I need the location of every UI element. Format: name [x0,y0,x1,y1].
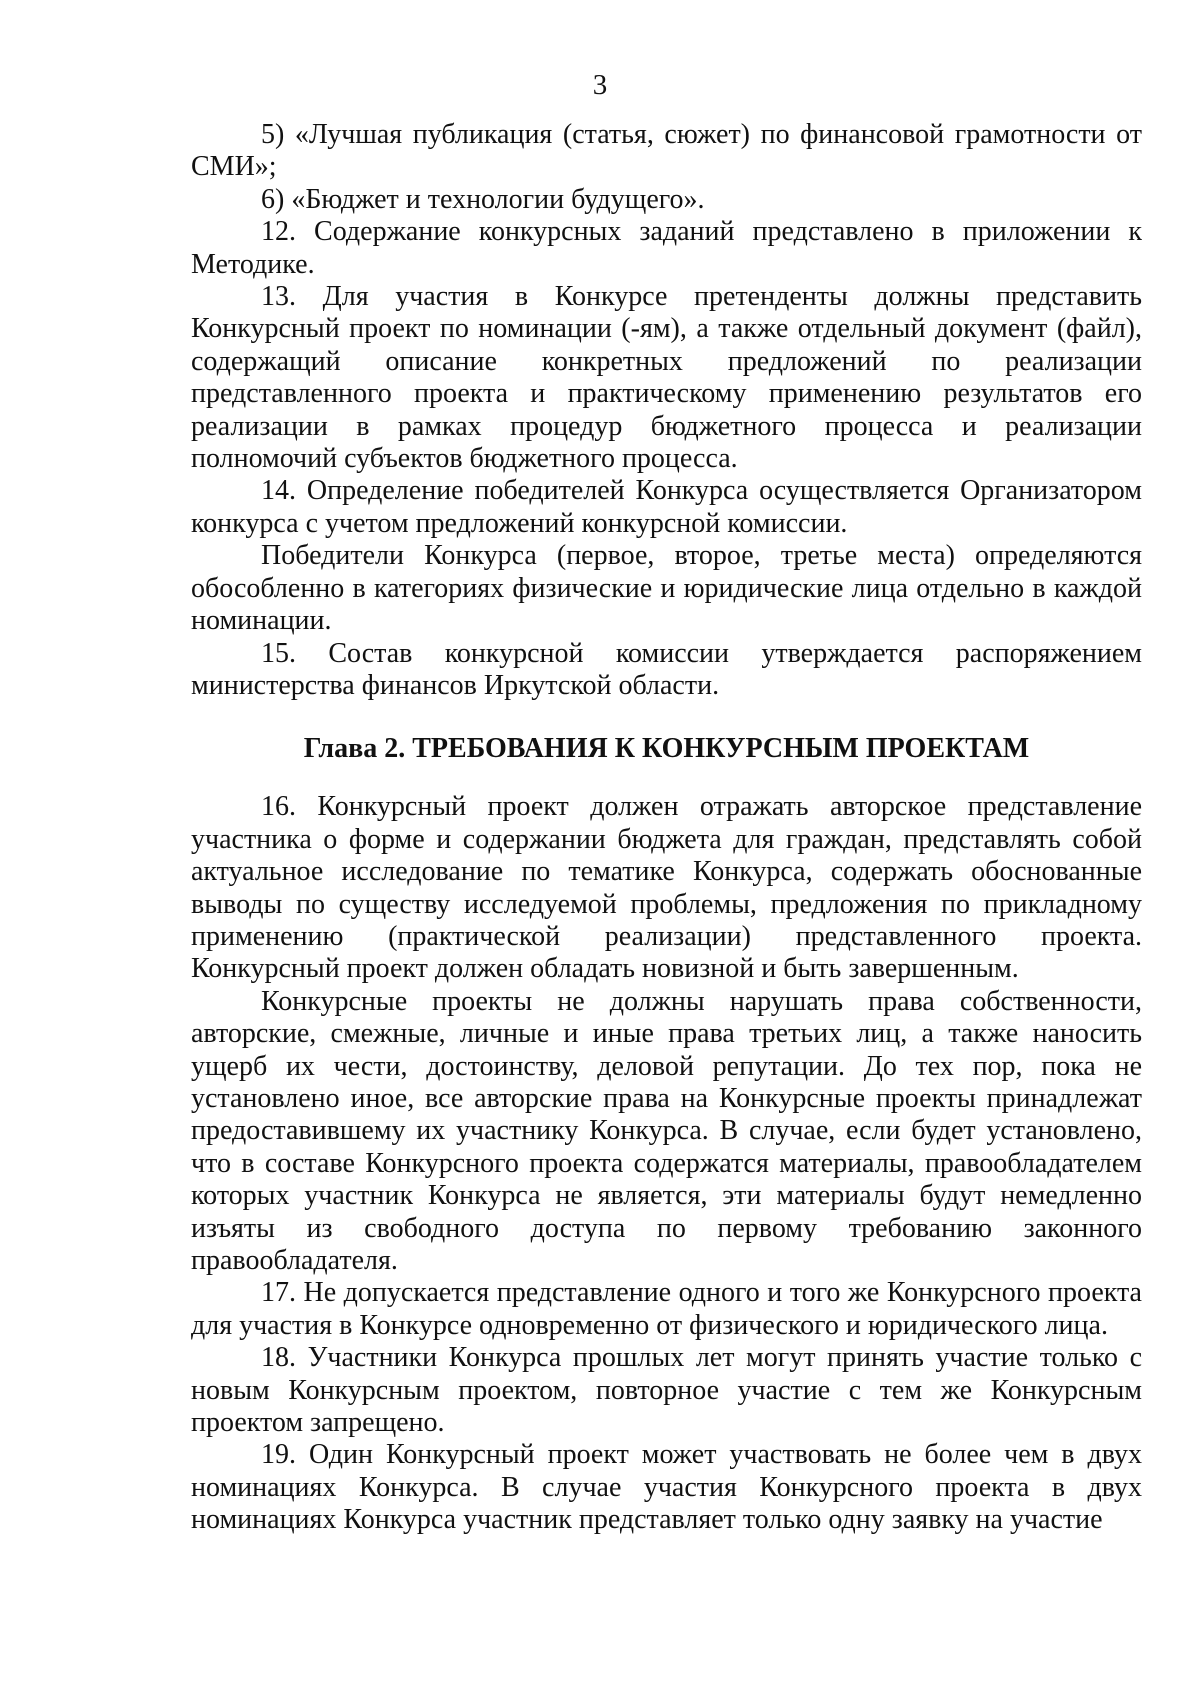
clause-14: 14. Определение победителей Конкурса осуществляется Организатором конкурса с учетом предложений конкурсной комиссии. [191,475,1142,539]
list-item-nomination-6: 6) «Бюджет и технологии будущего». [261,183,705,215]
clause-16-continuation: Конкурсные проекты не должны нарушать права собственности, авторские, смежные, личные и иные права третьих лиц, а также наносить ущерб их чести, достоинству, деловой репутации. До тех пор, пока не установлено иное, все авторские права на Конкурсные проекты принадлежат предоставившему их участнику Конкурса. В случае, если будет установлено, что в составе Конкурсного проекта содержатся материалы, правообладателем которых участник Конкурса не является, эти материалы будут немедленно изъяты из свободного доступа по первому требованию законного правообладателя. [191,985,1142,1276]
list-item-nomination-5: 5) «Лучшая публикация (статья, сюжет) по финансовой грамотности от СМИ»; [191,119,1142,183]
clause-15: 15. Состав конкурсной комиссии утверждается распоряжением министерства финансов Иркутской области. [191,637,1142,701]
clause-12: 12. Содержание конкурсных заданий представлено в приложении к Методике. [191,216,1142,280]
clause-14-continuation: Победители Конкурса (первое, второе, третье места) определяются обособленно в категориях физические и юридические лица отдельно в каждой номинации. [191,540,1142,637]
clause-18: 18. Участники Конкурса прошлых лет могут принять участие только с новым Конкурсным проектом, повторное участие с тем же Конкурсным проектом запрещено. [191,1342,1142,1439]
document-body [191,119,1142,1537]
clause-19: 19. Один Конкурсный проект может участвовать не более чем в двух номинациях Конкурса. В случае участия Конкурсного проекта в двух номинациях Конкурса участник представляет только одну заявку на участие [191,1439,1142,1536]
clause-16: 16. Конкурсный проект должен отражать авторское представление участника о форме и содержании бюджета для граждан, представлять собой актуальное исследование по тематике Конкурса, содержать обоснованные выводы по существу исследуемой проблемы, предложения по прикладному применению (практической реализации) представленного проекта. Конкурсный проект должен обладать новизной и быть завершенным. [191,791,1142,985]
clause-13: 13. Для участия в Конкурсе претенденты должны представить Конкурсный проект по номинации (-ям), а также отдельный документ (файл), содержащий описание конкретных предложений по реализации представленного проекта и практическому применению результатов его реализации в рамках процедур бюджетного процесса и реализации полномочий субъектов бюджетного процесса. [191,281,1142,475]
chapter-heading: Глава 2. ТРЕБОВАНИЯ К КОНКУРСНЫМ ПРОЕКТАМ [303,733,1030,765]
clause-17: 17. Не допускается представление одного и того же Конкурсного проекта для участия в Конкурсе одновременно от физического и юридического лица. [191,1277,1142,1341]
page-number: 3 [592,69,608,101]
